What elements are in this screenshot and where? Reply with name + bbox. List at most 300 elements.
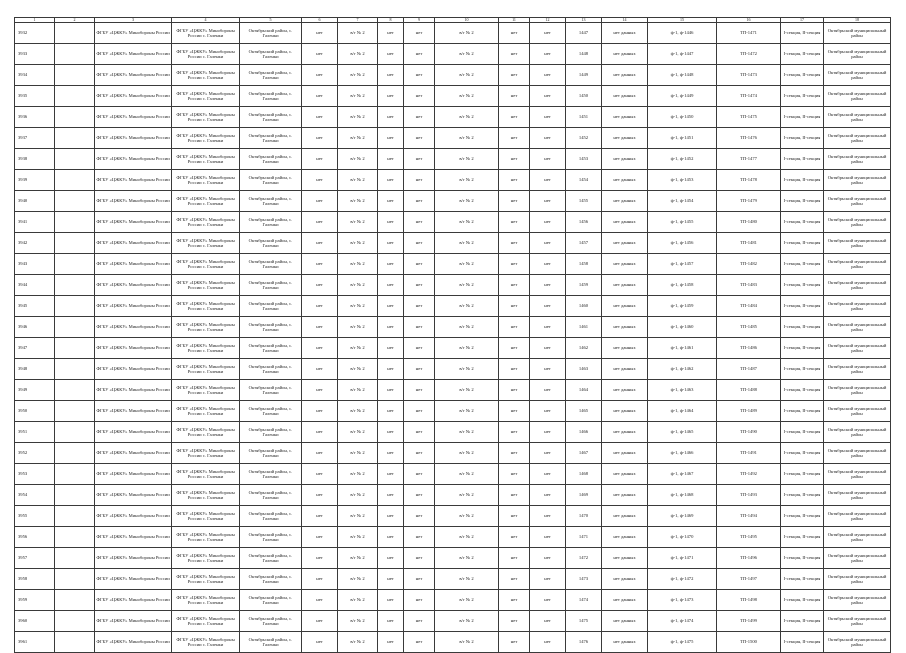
cell-col-9: нет [404,170,435,191]
cell-col-7: в/г № 2 [338,107,378,128]
empty-cell [55,464,95,485]
cell-col-17: I-секция, II-секция [781,506,824,527]
cell-col-12: нет [530,86,566,107]
cell-col-12: нет [530,170,566,191]
location-cell: Октябрьский район, с. Галенки [240,590,302,611]
record-number: 3959 [15,590,55,611]
cell-col-12: нет [530,590,566,611]
cell-col-6: нет [302,590,338,611]
cell-col-18: Октябрьский муниципальный район [824,548,891,569]
organization-cell: ФГБУ «ЦЖКУ» Минобороны России [95,275,172,296]
column-number: 8 [378,18,404,23]
cell-col-13: 1447 [566,23,602,44]
cell-col-11: нет [499,527,530,548]
cell-col-11: нет [499,128,530,149]
cell-col-11: нет [499,380,530,401]
holder-cell: ФГБУ «ЦЖКУ» Минобороны России с. Галенки [172,23,240,44]
registry-table [14,17,891,653]
table-row [15,506,891,527]
column-number: 15 [648,18,717,23]
holder-cell: ФГБУ «ЦЖКУ» Минобороны России с. Галенки [172,296,240,317]
cell-col-8: нет [378,233,404,254]
cell-col-14: нет данных [602,443,648,464]
cell-col-10: в/г № 2 [435,611,499,632]
cell-col-17: I-секция, II-секция [781,23,824,44]
cell-col-7: в/г № 2 [338,86,378,107]
cell-col-10: в/г № 2 [435,359,499,380]
cell-col-14: нет данных [602,485,648,506]
cell-col-16: ТП-1492 [717,464,781,485]
cell-col-13: 1450 [566,86,602,107]
cell-col-12: нет [530,233,566,254]
cell-col-6: нет [302,527,338,548]
cell-col-10: в/г № 2 [435,632,499,653]
holder-cell: ФГБУ «ЦЖКУ» Минобороны России с. Галенки [172,128,240,149]
cell-col-9: нет [404,149,435,170]
cell-col-8: нет [378,380,404,401]
cell-col-18: Октябрьский муниципальный район [824,149,891,170]
cell-col-11: нет [499,317,530,338]
column-number: 2 [55,18,95,23]
cell-col-14: нет данных [602,590,648,611]
cell-col-11: нет [499,422,530,443]
record-number: 3950 [15,401,55,422]
cell-col-8: нет [378,128,404,149]
table-row [15,359,891,380]
cell-col-16: ТП-1491 [717,443,781,464]
cell-col-16: ТП-1476 [717,128,781,149]
cell-col-6: нет [302,254,338,275]
holder-cell: ФГБУ «ЦЖКУ» Минобороны России с. Галенки [172,548,240,569]
cell-col-12: нет [530,191,566,212]
cell-col-12: нет [530,359,566,380]
cell-col-15: ф-1, ф-1453 [648,170,717,191]
cell-col-7: в/г № 2 [338,506,378,527]
record-number: 3944 [15,275,55,296]
cell-col-6: нет [302,380,338,401]
cell-col-15: ф-1, ф-1452 [648,149,717,170]
cell-col-15: ф-1, ф-1468 [648,485,717,506]
cell-col-12: нет [530,485,566,506]
holder-cell: ФГБУ «ЦЖКУ» Минобороны России с. Галенки [172,275,240,296]
record-number: 3939 [15,170,55,191]
cell-col-17: I-секция, II-секция [781,86,824,107]
cell-col-9: нет [404,254,435,275]
cell-col-8: нет [378,191,404,212]
location-cell: Октябрьский район, с. Галенки [240,149,302,170]
cell-col-14: нет данных [602,212,648,233]
cell-col-7: в/г № 2 [338,170,378,191]
empty-cell [55,233,95,254]
holder-cell: ФГБУ «ЦЖКУ» Минобороны России с. Галенки [172,170,240,191]
cell-col-6: нет [302,548,338,569]
cell-col-13: 1465 [566,401,602,422]
cell-col-10: в/г № 2 [435,443,499,464]
organization-cell: ФГБУ «ЦЖКУ» Минобороны России [95,44,172,65]
holder-cell: ФГБУ «ЦЖКУ» Минобороны России с. Галенки [172,611,240,632]
cell-col-10: в/г № 2 [435,527,499,548]
cell-col-15: ф-1, ф-1450 [648,107,717,128]
cell-col-6: нет [302,44,338,65]
cell-col-16: ТП-1475 [717,107,781,128]
column-number: 16 [717,18,781,23]
cell-col-7: в/г № 2 [338,443,378,464]
organization-cell: ФГБУ «ЦЖКУ» Минобороны России [95,548,172,569]
cell-col-15: ф-1, ф-1461 [648,338,717,359]
cell-col-18: Октябрьский муниципальный район [824,296,891,317]
cell-col-18: Октябрьский муниципальный район [824,128,891,149]
cell-col-15: ф-1, ф-1454 [648,191,717,212]
cell-col-16: ТП-1497 [717,569,781,590]
cell-col-13: 1459 [566,275,602,296]
empty-cell [55,506,95,527]
cell-col-10: в/г № 2 [435,401,499,422]
cell-col-7: в/г № 2 [338,128,378,149]
cell-col-18: Октябрьский муниципальный район [824,422,891,443]
cell-col-12: нет [530,338,566,359]
cell-col-16: ТП-1481 [717,233,781,254]
location-cell: Октябрьский район, с. Галенки [240,128,302,149]
empty-cell [55,527,95,548]
cell-col-6: нет [302,296,338,317]
cell-col-9: нет [404,275,435,296]
empty-cell [55,107,95,128]
cell-col-16: ТП-1484 [717,296,781,317]
cell-col-16: ТП-1474 [717,86,781,107]
table-row [15,590,891,611]
cell-col-18: Октябрьский муниципальный район [824,170,891,191]
record-number: 3935 [15,86,55,107]
cell-col-13: 1475 [566,611,602,632]
cell-col-18: Октябрьский муниципальный район [824,86,891,107]
table-row [15,107,891,128]
table-row [15,254,891,275]
cell-col-18: Октябрьский муниципальный район [824,65,891,86]
cell-col-7: в/г № 2 [338,338,378,359]
cell-col-14: нет данных [602,527,648,548]
cell-col-11: нет [499,590,530,611]
cell-col-6: нет [302,485,338,506]
cell-col-10: в/г № 2 [435,590,499,611]
cell-col-15: ф-1, ф-1474 [648,611,717,632]
cell-col-17: I-секция, II-секция [781,422,824,443]
table-row [15,317,891,338]
cell-col-14: нет данных [602,254,648,275]
cell-col-7: в/г № 2 [338,233,378,254]
location-cell: Октябрьский район, с. Галенки [240,191,302,212]
column-number: 12 [530,18,566,23]
holder-cell: ФГБУ «ЦЖКУ» Минобороны России с. Галенки [172,380,240,401]
record-number: 3955 [15,506,55,527]
empty-cell [55,443,95,464]
holder-cell: ФГБУ «ЦЖКУ» Минобороны России с. Галенки [172,569,240,590]
location-cell: Октябрьский район, с. Галенки [240,317,302,338]
column-number: 14 [602,18,648,23]
cell-col-15: ф-1, ф-1470 [648,527,717,548]
cell-col-9: нет [404,380,435,401]
empty-cell [55,44,95,65]
empty-cell [55,191,95,212]
empty-cell [55,170,95,191]
cell-col-8: нет [378,359,404,380]
location-cell: Октябрьский район, с. Галенки [240,233,302,254]
cell-col-16: ТП-1482 [717,254,781,275]
cell-col-18: Октябрьский муниципальный район [824,212,891,233]
table-row [15,86,891,107]
cell-col-8: нет [378,296,404,317]
empty-cell [55,485,95,506]
table-row [15,338,891,359]
cell-col-9: нет [404,548,435,569]
cell-col-8: нет [378,275,404,296]
table-row [15,569,891,590]
cell-col-11: нет [499,296,530,317]
cell-col-12: нет [530,464,566,485]
cell-col-13: 1463 [566,359,602,380]
cell-col-10: в/г № 2 [435,128,499,149]
cell-col-16: ТП-1487 [717,359,781,380]
cell-col-11: нет [499,338,530,359]
cell-col-12: нет [530,443,566,464]
empty-cell [55,254,95,275]
cell-col-6: нет [302,401,338,422]
cell-col-6: нет [302,464,338,485]
cell-col-15: ф-1, ф-1472 [648,569,717,590]
cell-col-12: нет [530,65,566,86]
cell-col-9: нет [404,527,435,548]
holder-cell: ФГБУ «ЦЖКУ» Минобороны России с. Галенки [172,44,240,65]
cell-col-12: нет [530,569,566,590]
cell-col-18: Октябрьский муниципальный район [824,569,891,590]
cell-col-6: нет [302,233,338,254]
cell-col-14: нет данных [602,275,648,296]
cell-col-17: I-секция, II-секция [781,107,824,128]
cell-col-18: Октябрьский муниципальный район [824,254,891,275]
table-row [15,380,891,401]
table-row [15,443,891,464]
empty-cell [55,548,95,569]
cell-col-14: нет данных [602,569,648,590]
organization-cell: ФГБУ «ЦЖКУ» Минобороны России [95,23,172,44]
cell-col-6: нет [302,128,338,149]
cell-col-12: нет [530,296,566,317]
cell-col-16: ТП-1489 [717,401,781,422]
cell-col-17: I-секция, II-секция [781,149,824,170]
cell-col-17: I-секция, II-секция [781,548,824,569]
table-row [15,464,891,485]
cell-col-14: нет данных [602,191,648,212]
cell-col-17: I-секция, II-секция [781,464,824,485]
cell-col-8: нет [378,590,404,611]
cell-col-14: нет данных [602,86,648,107]
location-cell: Октябрьский район, с. Галенки [240,485,302,506]
cell-col-15: ф-1, ф-1456 [648,233,717,254]
table-row [15,149,891,170]
column-number: 9 [404,18,435,23]
organization-cell: ФГБУ «ЦЖКУ» Минобороны России [95,212,172,233]
cell-col-9: нет [404,65,435,86]
record-number: 3949 [15,380,55,401]
record-number: 3938 [15,149,55,170]
cell-col-7: в/г № 2 [338,149,378,170]
cell-col-11: нет [499,191,530,212]
organization-cell: ФГБУ «ЦЖКУ» Минобороны России [95,128,172,149]
cell-col-9: нет [404,611,435,632]
record-number: 3937 [15,128,55,149]
cell-col-13: 1451 [566,107,602,128]
record-number: 3945 [15,296,55,317]
cell-col-17: I-секция, II-секция [781,527,824,548]
cell-col-13: 1448 [566,44,602,65]
cell-col-18: Октябрьский муниципальный район [824,233,891,254]
empty-cell [55,380,95,401]
cell-col-7: в/г № 2 [338,548,378,569]
cell-col-17: I-секция, II-секция [781,44,824,65]
cell-col-14: нет данных [602,233,648,254]
cell-col-15: ф-1, ф-1467 [648,464,717,485]
table-row [15,485,891,506]
cell-col-11: нет [499,275,530,296]
location-cell: Октябрьский район, с. Галенки [240,359,302,380]
organization-cell: ФГБУ «ЦЖКУ» Минобороны России [95,254,172,275]
cell-col-6: нет [302,212,338,233]
organization-cell: ФГБУ «ЦЖКУ» Минобороны России [95,422,172,443]
cell-col-13: 1452 [566,128,602,149]
cell-col-14: нет данных [602,506,648,527]
cell-col-16: ТП-1477 [717,149,781,170]
organization-cell: ФГБУ «ЦЖКУ» Минобороны России [95,527,172,548]
holder-cell: ФГБУ «ЦЖКУ» Минобороны России с. Галенки [172,359,240,380]
cell-col-11: нет [499,443,530,464]
cell-col-13: 1472 [566,548,602,569]
cell-col-8: нет [378,338,404,359]
organization-cell: ФГБУ «ЦЖКУ» Минобороны России [95,632,172,653]
cell-col-17: I-секция, II-секция [781,170,824,191]
organization-cell: ФГБУ «ЦЖКУ» Минобороны России [95,380,172,401]
location-cell: Октябрьский район, с. Галенки [240,569,302,590]
holder-cell: ФГБУ «ЦЖКУ» Минобороны России с. Галенки [172,233,240,254]
table-row [15,212,891,233]
cell-col-13: 1467 [566,443,602,464]
cell-col-14: нет данных [602,296,648,317]
cell-col-15: ф-1, ф-1462 [648,359,717,380]
record-number: 3953 [15,464,55,485]
cell-col-9: нет [404,632,435,653]
cell-col-7: в/г № 2 [338,485,378,506]
organization-cell: ФГБУ «ЦЖКУ» Минобороны России [95,590,172,611]
cell-col-14: нет данных [602,23,648,44]
record-number: 3956 [15,527,55,548]
empty-cell [55,23,95,44]
holder-cell: ФГБУ «ЦЖКУ» Минобороны России с. Галенки [172,191,240,212]
location-cell: Октябрьский район, с. Галенки [240,527,302,548]
location-cell: Октябрьский район, с. Галенки [240,212,302,233]
cell-col-18: Октябрьский муниципальный район [824,380,891,401]
cell-col-7: в/г № 2 [338,212,378,233]
cell-col-13: 1456 [566,212,602,233]
cell-col-13: 1453 [566,149,602,170]
cell-col-10: в/г № 2 [435,107,499,128]
record-number: 3952 [15,443,55,464]
table-row [15,275,891,296]
cell-col-11: нет [499,464,530,485]
cell-col-11: нет [499,86,530,107]
cell-col-17: I-секция, II-секция [781,569,824,590]
location-cell: Октябрьский район, с. Галенки [240,380,302,401]
organization-cell: ФГБУ «ЦЖКУ» Минобороны России [95,170,172,191]
organization-cell: ФГБУ «ЦЖКУ» Минобороны России [95,338,172,359]
holder-cell: ФГБУ «ЦЖКУ» Минобороны России с. Галенки [172,149,240,170]
cell-col-12: нет [530,611,566,632]
cell-col-18: Октябрьский муниципальный район [824,527,891,548]
record-number: 3951 [15,422,55,443]
cell-col-11: нет [499,485,530,506]
table-row [15,632,891,653]
empty-cell [55,401,95,422]
cell-col-13: 1474 [566,590,602,611]
cell-col-18: Октябрьский муниципальный район [824,338,891,359]
cell-col-14: нет данных [602,44,648,65]
cell-col-16: ТП-1480 [717,212,781,233]
cell-col-11: нет [499,65,530,86]
cell-col-9: нет [404,359,435,380]
location-cell: Октябрьский район, с. Галенки [240,548,302,569]
cell-col-10: в/г № 2 [435,44,499,65]
cell-col-6: нет [302,191,338,212]
cell-col-11: нет [499,254,530,275]
cell-col-6: нет [302,107,338,128]
record-number: 3958 [15,569,55,590]
cell-col-10: в/г № 2 [435,569,499,590]
cell-col-8: нет [378,569,404,590]
cell-col-9: нет [404,86,435,107]
cell-col-6: нет [302,632,338,653]
cell-col-6: нет [302,86,338,107]
cell-col-14: нет данных [602,422,648,443]
cell-col-14: нет данных [602,338,648,359]
cell-col-9: нет [404,296,435,317]
cell-col-14: нет данных [602,149,648,170]
cell-col-6: нет [302,149,338,170]
cell-col-14: нет данных [602,317,648,338]
holder-cell: ФГБУ «ЦЖКУ» Минобороны России с. Галенки [172,527,240,548]
cell-col-10: в/г № 2 [435,275,499,296]
cell-col-11: нет [499,611,530,632]
holder-cell: ФГБУ «ЦЖКУ» Минобороны России с. Галенки [172,464,240,485]
cell-col-18: Октябрьский муниципальный район [824,485,891,506]
cell-col-17: I-секция, II-секция [781,443,824,464]
cell-col-16: ТП-1478 [717,170,781,191]
cell-col-9: нет [404,212,435,233]
cell-col-10: в/г № 2 [435,149,499,170]
holder-cell: ФГБУ «ЦЖКУ» Минобороны России с. Галенки [172,422,240,443]
cell-col-17: I-секция, II-секция [781,275,824,296]
cell-col-10: в/г № 2 [435,380,499,401]
cell-col-9: нет [404,506,435,527]
table-row [15,611,891,632]
cell-col-18: Октябрьский муниципальный район [824,632,891,653]
cell-col-13: 1462 [566,338,602,359]
cell-col-9: нет [404,317,435,338]
location-cell: Октябрьский район, с. Галенки [240,275,302,296]
cell-col-12: нет [530,527,566,548]
cell-col-7: в/г № 2 [338,611,378,632]
cell-col-10: в/г № 2 [435,254,499,275]
record-number: 3960 [15,611,55,632]
cell-col-8: нет [378,212,404,233]
empty-cell [55,65,95,86]
cell-col-13: 1469 [566,485,602,506]
